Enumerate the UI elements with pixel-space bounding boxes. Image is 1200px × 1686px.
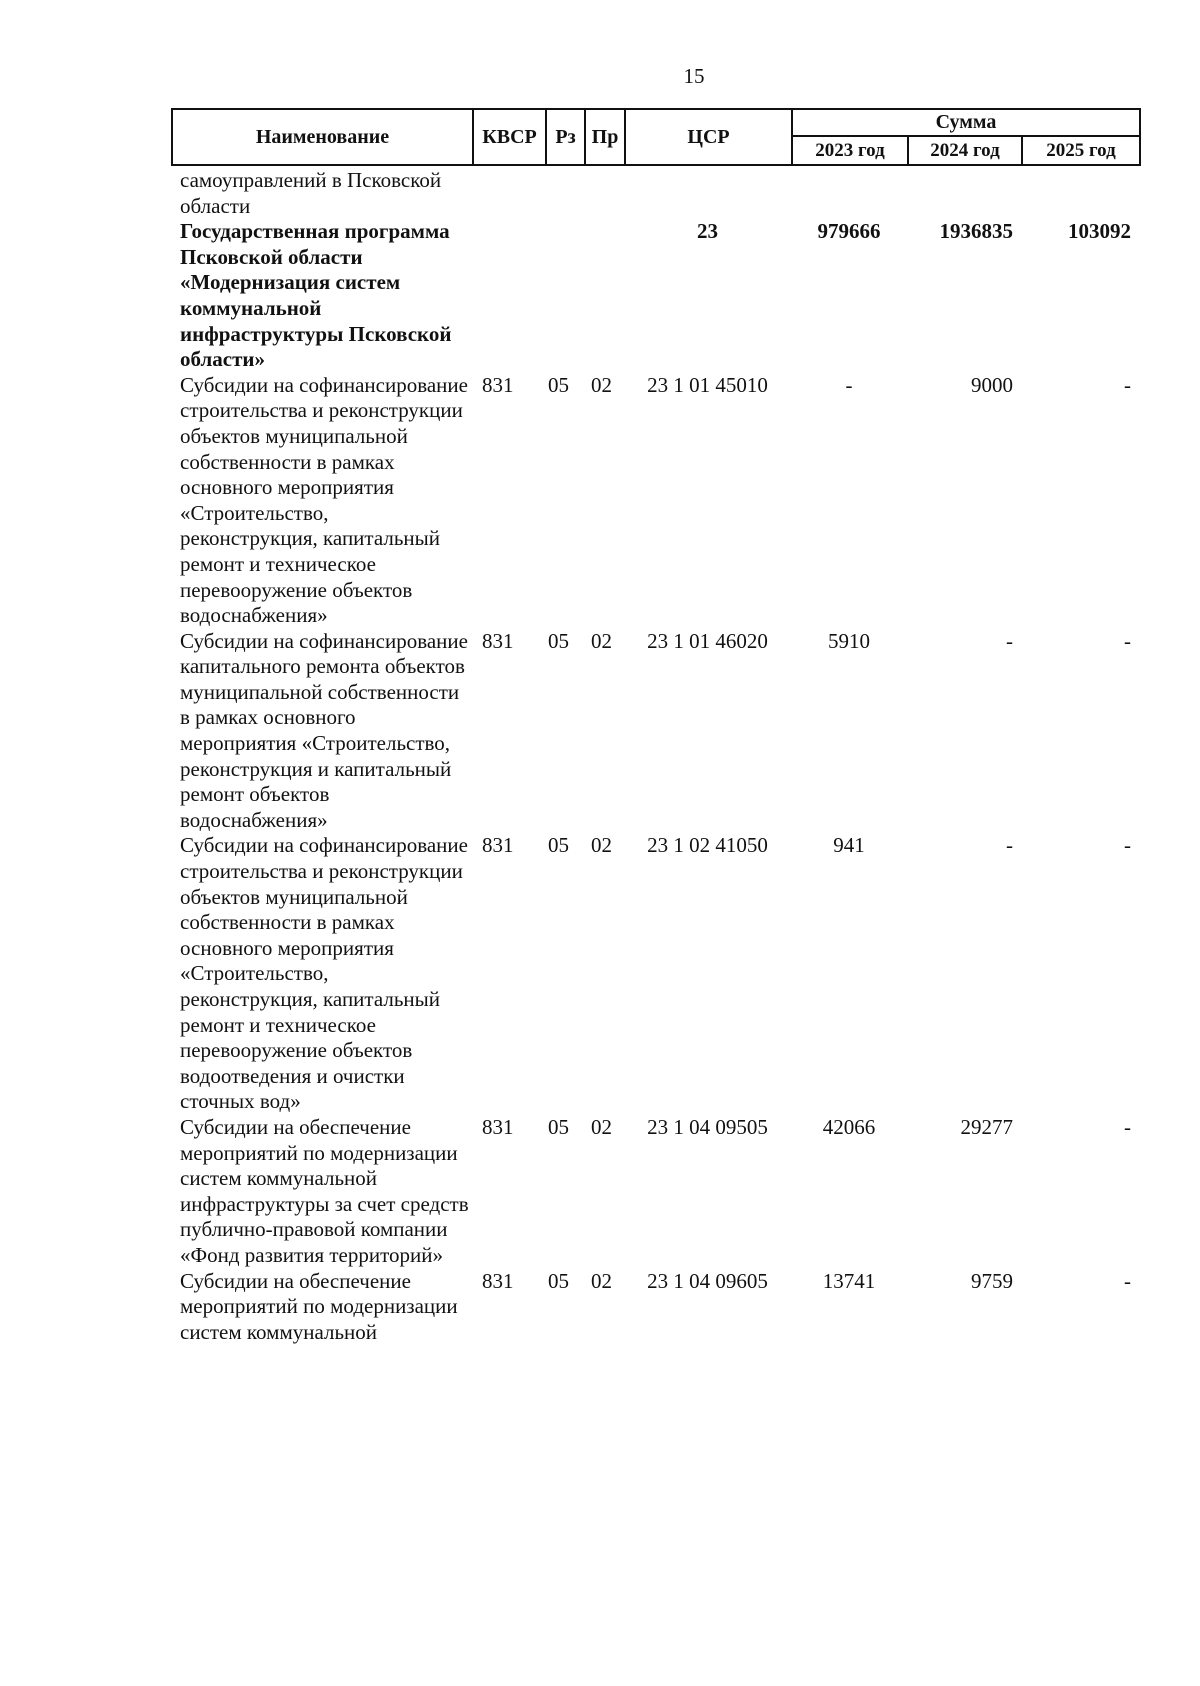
row-rz: 05: [548, 1114, 569, 1139]
row-pr: 02: [591, 1114, 612, 1139]
row-csr: 23 1 04 09605: [647, 1268, 768, 1293]
row-value-2024: -: [1006, 628, 1013, 653]
header-csr: ЦСР: [626, 110, 793, 164]
row-name: самоуправлений в Псковской области: [180, 168, 442, 218]
row-value-2024: 29277: [960, 1114, 1013, 1139]
row-pr: 02: [591, 372, 612, 397]
row-value-2024: 9759: [971, 1268, 1013, 1293]
row-value-2025: -: [1124, 372, 1131, 397]
row-kvsr: 831: [482, 1268, 514, 1293]
row-name: Субсидии на обеспечение мероприятий по модернизации систем коммунальной: [180, 1268, 458, 1344]
row-value-2025: 103092: [1068, 219, 1131, 244]
table-row: [171, 373, 1141, 629]
table-row: [171, 1115, 1141, 1269]
row-kvsr: 831: [482, 372, 514, 397]
header-pr: Пр: [586, 110, 626, 164]
table-header: [171, 108, 1141, 166]
row-rz: 05: [548, 372, 569, 397]
row-value-2025: -: [1124, 1268, 1131, 1293]
row-kvsr: 831: [482, 1114, 514, 1139]
row-csr: 23 1 04 09505: [647, 1114, 768, 1139]
table-row: [171, 168, 1141, 219]
row-name: Субсидии на софинансирование строительства и реконструкции объектов муниципальной собственности в рамках основного мероприятия «Строительство, реконструкция, капитальный ремонт и техническое перевооружение объектов водоотведения и очистки сточных вод»: [180, 833, 468, 1114]
row-value-2025: -: [1124, 628, 1131, 653]
header-year-2023: 2023 год: [793, 137, 909, 164]
row-name: Государственная программа Псковской области «Модернизация систем коммунальной инфраструктуры Псковской области»: [180, 219, 452, 372]
row-value-2024: 9000: [971, 372, 1013, 397]
row-value-2023: -: [845, 372, 853, 397]
row-rz: 05: [548, 1268, 569, 1293]
row-value-2024: -: [1006, 833, 1013, 858]
row-rz: 05: [548, 833, 569, 858]
header-kvsr: КВСР: [474, 110, 547, 164]
row-name: Субсидии на софинансирование строительства и реконструкции объектов муниципальной собственности в рамках основного мероприятия «Строительство, реконструкция, капитальный ремонт и техническое перевооружение объектов водоснабжения»: [180, 372, 468, 628]
row-pr: 02: [591, 833, 612, 858]
table-row: [171, 1269, 1141, 1346]
table-body: [171, 168, 1141, 1345]
page-number: 15: [683, 64, 705, 88]
row-name: Субсидии на софинансирование капитального ремонта объектов муниципальной собственности в рамках основного мероприятия «Строительство, реконструкция и капитальный ремонт объектов водоснабжения»: [180, 628, 468, 832]
header-sum-group: [793, 110, 1139, 164]
row-value-2023: 42066: [822, 1114, 876, 1139]
row-csr: 23: [697, 219, 718, 244]
row-rz: 05: [548, 628, 569, 653]
table-row: [171, 833, 1141, 1115]
row-value-2024: 1936835: [939, 219, 1013, 244]
row-value-2023: 13741: [822, 1268, 876, 1293]
row-kvsr: 831: [482, 628, 514, 653]
row-pr: 02: [591, 1268, 612, 1293]
row-csr: 23 1 01 46020: [647, 628, 768, 653]
header-year-2025: 2025 год: [1046, 139, 1116, 161]
table-row: [171, 219, 1141, 373]
header-year-2024: 2024 год: [909, 137, 1023, 164]
header-sum: Сумма: [793, 110, 1139, 137]
row-value-2023: 979666: [817, 219, 881, 244]
row-csr: 23 1 02 41050: [647, 833, 768, 858]
table-row: [171, 629, 1141, 834]
row-value-2023: 5910: [828, 628, 870, 653]
row-value-2025: -: [1124, 1114, 1131, 1139]
row-pr: 02: [591, 628, 612, 653]
row-value-2025: -: [1124, 833, 1131, 858]
header-name: Наименование: [173, 110, 474, 164]
row-value-2023: 941: [833, 833, 865, 858]
header-rz: Рз: [547, 110, 586, 164]
row-csr: 23 1 01 45010: [647, 372, 768, 397]
row-name: Субсидии на обеспечение мероприятий по модернизации систем коммунальной инфраструктуры за счет средств публично-правовой компании «Фонд развития территорий»: [180, 1114, 469, 1267]
row-kvsr: 831: [482, 833, 514, 858]
